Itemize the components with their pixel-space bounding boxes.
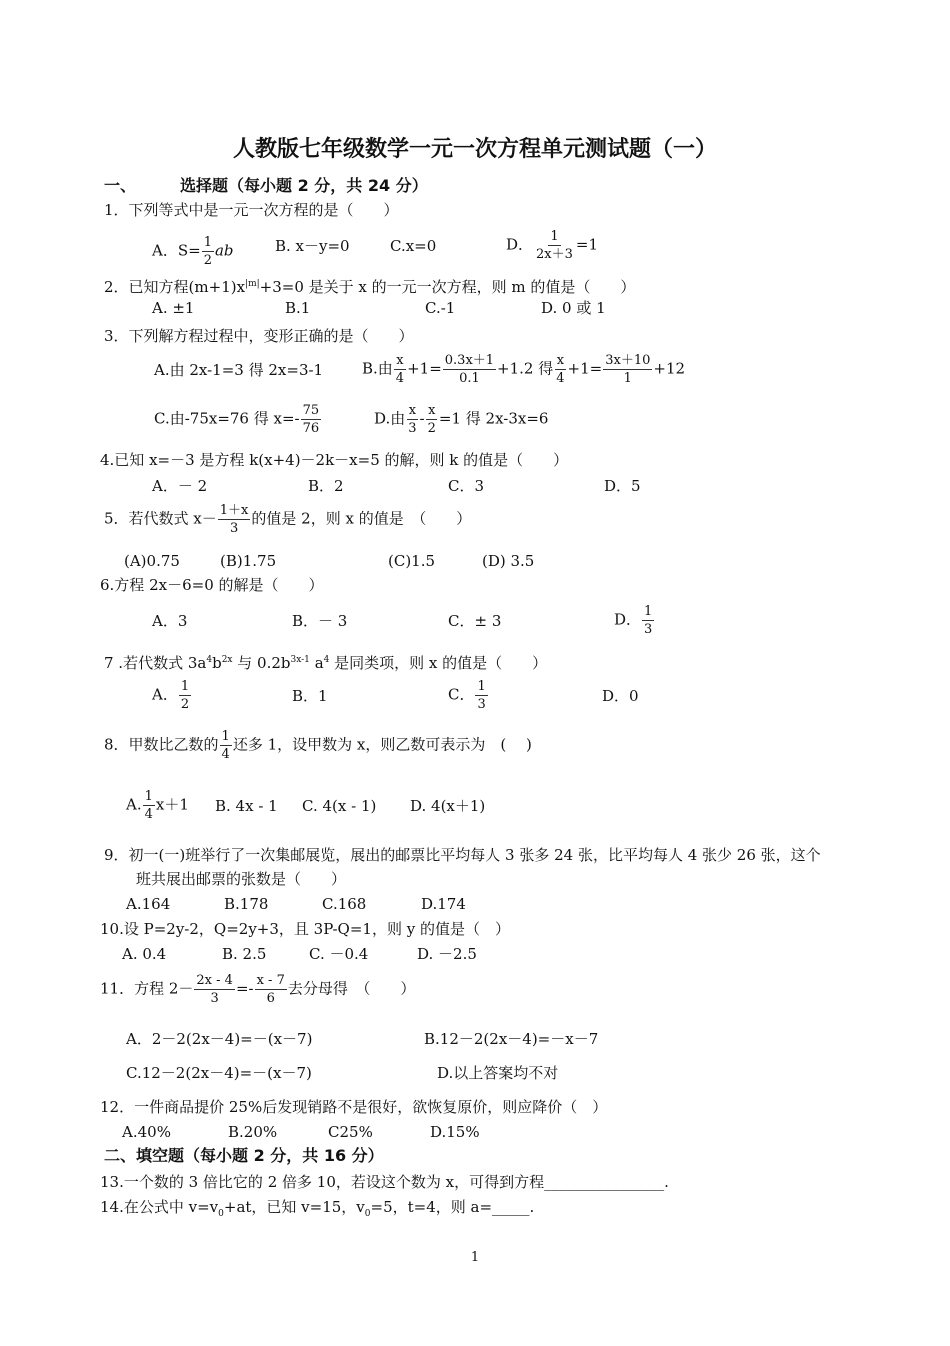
- q7-option-c: C． $\frac{1}{3}$: [448, 679, 486, 712]
- q10-option-d: D. －2.5: [417, 945, 477, 963]
- q5-option-d: (D) 3.5: [482, 552, 535, 570]
- q1-option-d: D． $\frac{1}{2x+3}$ =1: [506, 229, 599, 262]
- q11-option-d: D.以上答案均不对: [437, 1064, 559, 1082]
- q10-option-b: B. 2.5: [222, 945, 267, 963]
- q8-option-a: A. $\frac{1}{4}$ x＋1: [126, 789, 189, 822]
- q12-option-a: A.40%: [122, 1123, 171, 1141]
- q6-stem: 6.方程 2x－6=0 的解是（ ）: [100, 576, 324, 594]
- q4-stem: 4.已知 x=－3 是方程 k(x+4)－2k－x=5 的解，则 k 的值是（ ）: [100, 451, 569, 469]
- q7-option-b: B．1: [292, 687, 328, 705]
- q3-option-d: D.由 $\frac{x}{3}$ - $\frac{x}{2}$ =1 得 2x-3x=6: [374, 403, 549, 436]
- q1-option-c: C.x=0: [390, 237, 437, 255]
- q5-option-c: (C)1.5: [388, 552, 436, 570]
- q2-option-c: C.-1: [425, 299, 456, 317]
- q12-option-b: B.20%: [228, 1123, 278, 1141]
- q13-stem: 13.一个数的 3 倍比它的 2 倍多 10，若设这个数为 x，可得到方程________________.: [100, 1173, 669, 1191]
- q5-stem: 5．若代数式 x－ $\frac{1+x}{3}$ 的值是 2，则 x 的值是 （ ）: [104, 503, 472, 536]
- section-1-heading: [104, 176, 428, 196]
- q12-stem: 12．一件商品提价 25%后发现销路不是很好，欲恢复原价，则应降价（ ）: [100, 1098, 608, 1116]
- q2-option-d: D. 0 或 1: [541, 299, 606, 317]
- q10-option-c: C. －0.4: [309, 945, 369, 963]
- q8-option-d: D. 4(x＋1): [410, 797, 486, 815]
- q3-stem: 3．下列解方程过程中，变形正确的是（ ）: [104, 327, 414, 345]
- q3-option-c: C.由-75x=76 得 x=- $\frac{75}{76}$: [154, 403, 320, 436]
- q4-option-b: B．2: [308, 477, 344, 495]
- q2-stem: 2．已知方程$(m+1)x^{|m|}+3=0$ 是关于 x 的一元一次方程，则 m 的值是（ ）: [104, 278, 636, 296]
- q3-option-b: B.由 $\frac{x}{4}$ +1= $\frac{0.3x+1}{0.1}$ +1.2 得 $\frac{x}{4}$ +1= $\frac{3x+10}{1}$ +12: [362, 353, 686, 386]
- q9-stem-line1: 9．初一(一)班举行了一次集邮展览，展出的邮票比平均每人 3 张多 24 张，比平均每人 4 张少 26 张，这个: [104, 846, 821, 864]
- q1-stem: 1．下列等式中是一元一次方程的是（ ）: [104, 201, 399, 219]
- q11-option-a: A．2－2(2x－4)=－(x－7): [126, 1030, 313, 1048]
- q12-option-c: C25%: [328, 1123, 373, 1141]
- q7-option-d: D．0: [602, 687, 639, 705]
- q3-option-a: A.由 2x-1=3 得 2x=3-1: [154, 361, 324, 379]
- q11-stem: 11．方程 2－ $\frac{2x - 4}{3}$ =- $\frac{x - 7}{6}$ 去分母得 （ ）: [100, 973, 416, 1006]
- q9-stem-line2: 班共展出邮票的张数是（ ）: [136, 870, 347, 888]
- q11-option-b: B.12－2(2x－4)=－x－7: [424, 1030, 599, 1048]
- q8-stem: 8．甲数比乙数的 $\frac{1}{4}$ 还多 1，设甲数为 x，则乙数可表示为 ( ): [104, 729, 532, 762]
- q6-option-a: A．3: [152, 612, 188, 630]
- q9-option-c: C.168: [322, 895, 367, 913]
- q6-option-c: C．± 3: [448, 612, 502, 630]
- page-title: 人教版七年级数学一元一次方程单元测试题（一）: [232, 137, 717, 162]
- q2-option-b: B.1: [285, 299, 311, 317]
- q6-option-b: B．－ 3: [292, 612, 348, 630]
- q12-option-d: D.15%: [430, 1123, 480, 1141]
- q4-option-c: C．3: [448, 477, 485, 495]
- q7-option-a: A． $\frac{1}{2}$: [152, 679, 190, 712]
- q4-option-d: D．5: [604, 477, 641, 495]
- q14-stem: 14.在公式中 $v=v_0+at$，已知 v=15，$v_0=5$，t=4，则 a=_____.: [100, 1198, 535, 1219]
- q2-option-a: A. ±1: [152, 299, 195, 317]
- q9-option-b: B.178: [224, 895, 269, 913]
- q10-option-a: A. 0.4: [122, 945, 167, 963]
- q1-d-fraction: $\frac{1}{2x+3}$: [536, 229, 573, 262]
- q1-option-a: A．S= $\frac{1}{2}$ ab: [152, 235, 234, 268]
- q1-a-fraction: $\frac{1}{2}$: [203, 235, 212, 268]
- q1-option-b: B. x－y=0: [275, 237, 350, 255]
- q8-option-b: B. 4x - 1: [215, 797, 278, 815]
- q5-option-b: (B)1.75: [220, 552, 277, 570]
- q9-option-d: D.174: [421, 895, 466, 913]
- q6-option-d: D． $\frac{1}{3}$: [614, 604, 653, 637]
- section-1-number: 一、: [104, 176, 137, 195]
- q9-option-a: A.164: [126, 895, 171, 913]
- q8-option-c: C. 4(x - 1): [302, 797, 377, 815]
- q5-option-a: (A)0.75: [124, 552, 180, 570]
- q11-option-c: C.12－2(2x－4)=－(x－7): [126, 1064, 312, 1082]
- section-1-label: 选择题（每小题 2 分，共 24 分）: [180, 176, 428, 195]
- q7-stem: 7 .若代数式 $3a^4b^{2x}$ 与 $0.2b^{3x-1}$ $a^4$ 是同类项，则 x 的值是（ ）: [104, 654, 548, 672]
- q4-option-a: A．－ 2: [152, 477, 208, 495]
- page-number: 1: [470, 1250, 480, 1265]
- section-2-heading: 二、填空题（每小题 2 分，共 16 分）: [104, 1146, 384, 1165]
- q10-stem: 10.设 P=2y-2，Q=2y+3，且 3P-Q=1，则 y 的值是（ ）: [100, 920, 510, 938]
